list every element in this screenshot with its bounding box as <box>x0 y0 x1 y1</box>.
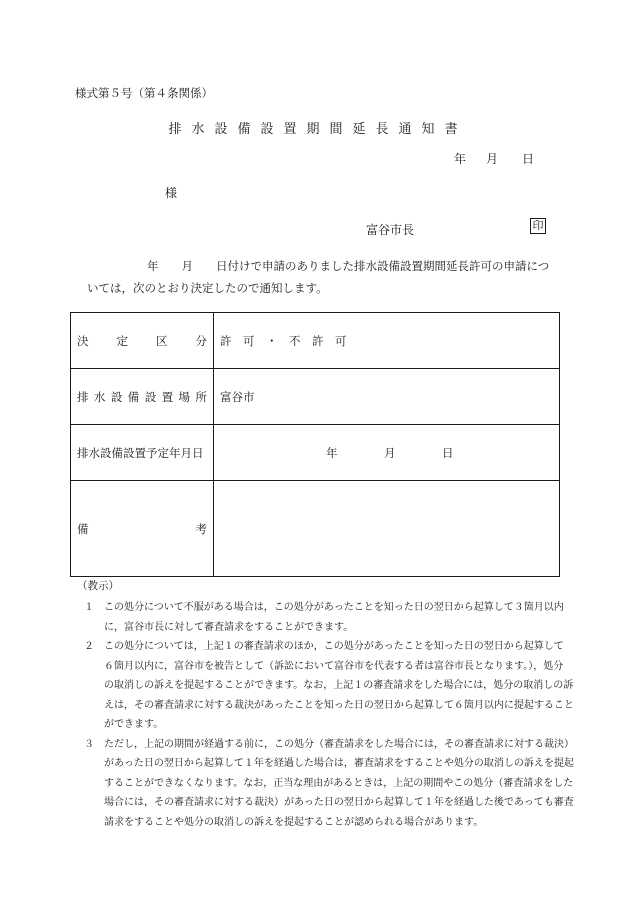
label-char: 分 <box>195 333 207 348</box>
table-row-location <box>71 369 560 425</box>
table-row-decision <box>71 313 560 369</box>
note-line: ただし，上記の期間が経過する前に，この処分（審査請求をした場合には，その審査請求に対する裁決） <box>104 738 574 750</box>
date-year-label: 年 <box>454 152 467 166</box>
body-line-1: 年 月 日付けで申請のありました排水設備設置期間延長許可の申請につ <box>147 259 550 273</box>
decision-table <box>70 312 560 577</box>
note-line: この処分について不服がある場合は，この処分があったことを知った日の翌日から起算して３箇月以内 <box>104 602 564 613</box>
label-char: 水 <box>93 389 106 404</box>
notes-list <box>84 598 574 832</box>
date-day-label: 日 <box>522 152 535 166</box>
note-line: することができなくなります。なお，正当な理由があるときは，上記の期間やこの処分（審査請求をした <box>104 777 574 789</box>
decision-value: 許 可 ・ 不 許 可 <box>214 313 560 369</box>
date-month-label: 月 <box>486 152 499 166</box>
seal-stamp: 印 <box>530 218 546 234</box>
remarks-value <box>214 481 560 577</box>
label-char: 考 <box>195 521 207 536</box>
scheduled-date-value <box>214 425 560 481</box>
scheduled-date-label: 排水設備設置予定年月日 <box>71 425 214 481</box>
note-line: があった日の翌日から起算して１年を経過した場合は，審査請求をすることや処分の取消しの訴えを提起 <box>104 758 574 769</box>
scheduled-month-label: 月 <box>384 445 396 460</box>
remarks-label <box>71 481 214 577</box>
note-number: ３ <box>84 738 94 750</box>
label-char: 所 <box>195 389 207 404</box>
label-char: 置 <box>161 389 174 404</box>
note-line: に，富谷市長に対して審査請求をすることができます。 <box>104 621 354 633</box>
note-line: の取消しの訴えを提起することができます。なお，上記１の審査請求をした場合には，処分の取消しの訴 <box>104 680 574 691</box>
label-char: 設 <box>144 389 157 404</box>
note-line: ６箇月以内に，富谷市を被告として（訴訟において富谷市を代表する者は富谷市長となります。），処分 <box>104 660 564 672</box>
body-paragraph <box>75 255 565 299</box>
addressee-suffix: 様 <box>165 186 178 200</box>
decision-label <box>71 313 214 369</box>
location-label <box>71 369 214 425</box>
label-char: 備 <box>127 389 140 404</box>
note-item <box>84 598 564 637</box>
label-char: 定 <box>116 333 128 348</box>
note-line: 請求をすることや処分の取消しの訴えを提起することが認められる場合があります。 <box>104 816 484 828</box>
remarks-label-text <box>77 521 207 537</box>
scheduled-day-label: 日 <box>442 445 454 460</box>
label-char: 設 <box>110 389 123 404</box>
note-item <box>84 637 574 735</box>
note-line: ができます。 <box>104 719 164 730</box>
location-label-text <box>77 389 207 405</box>
note-line: この処分については，上記１の審査請求のほか，この処分があったことを知った日の翌日から起算して <box>104 641 564 652</box>
notes-heading: （教示） <box>77 580 119 592</box>
note-item <box>84 735 574 833</box>
note-number: １ <box>84 602 94 613</box>
body-line-2: いては，次のとおり決定したので通知します。 <box>87 281 328 295</box>
note-line: えは，その審査請求に対する裁決があったことを知った日の翌日から起算して６箇月以内に提起すること <box>104 699 574 711</box>
date-line <box>454 150 534 167</box>
decision-label-text <box>77 333 207 349</box>
table-row-remarks <box>71 481 560 577</box>
label-char: 場 <box>178 389 191 404</box>
label-char: 備 <box>77 521 89 536</box>
label-char: 決 <box>77 333 89 348</box>
note-number: ２ <box>84 641 94 652</box>
label-char: 区 <box>156 333 168 348</box>
table-row-scheduled-date <box>71 425 560 481</box>
document-title: 排水設備設置期間延長通知書 <box>168 122 468 137</box>
form-number: 様式第５号（第４条関係） <box>75 86 213 100</box>
issuer-name: 富谷市長 <box>366 223 415 237</box>
location-value: 富谷市 <box>214 369 560 425</box>
label-char: 排 <box>77 389 89 404</box>
scheduled-year-label: 年 <box>326 445 338 460</box>
note-line: 場合には，その審査請求に対する裁決）があった日の翌日から起算して１年を経過した後であっても審査 <box>104 797 574 808</box>
